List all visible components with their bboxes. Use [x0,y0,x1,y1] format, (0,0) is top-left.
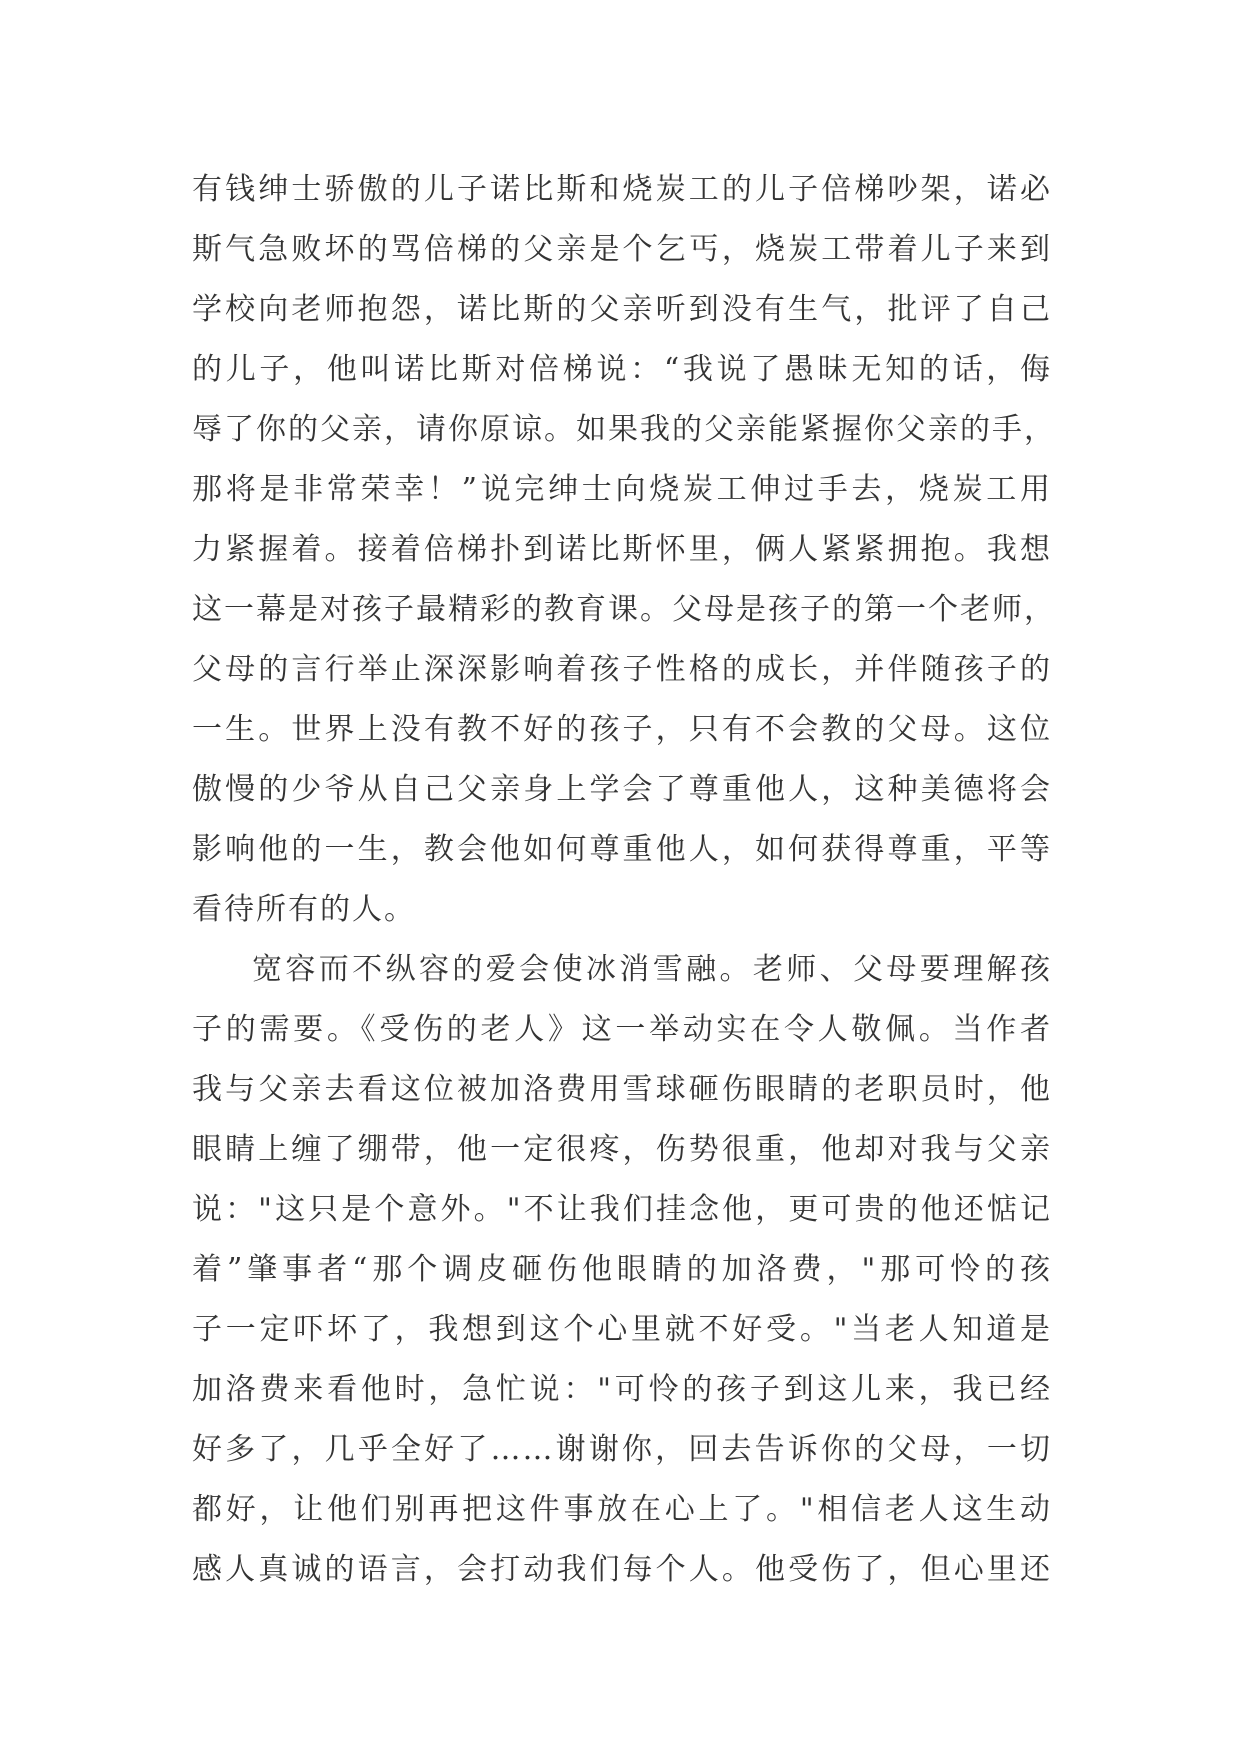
paragraph-1 [192,160,1056,940]
text-line: 加洛费来看他时，急忙说："可怜的孩子到这儿来，我已经 [192,1372,1052,1407]
text-line: 这一幕是对孩子最精彩的教育课。父母是孩子的第一个老师， [192,592,1056,627]
text-line: 辱了你的父亲，请你原谅。如果我的父亲能紧握你父亲的手， [192,412,1056,447]
text-line: 说："这只是个意外。"不让我们挂念他，更可贵的他还惦记 [192,1192,1052,1227]
text-line: 宽容而不纵容的爱会使冰消雪融。老师、父母要理解孩 [252,952,1052,987]
text-line: 子的需要。《受伤的老人》这一举动实在令人敬佩。当作者 [192,1012,1052,1047]
text-line: 父母的言行举止深深影响着孩子性格的成长，并伴随孩子的 [192,652,1052,687]
body-text [192,160,1056,1600]
text-line: 好多了，几乎全好了……谢谢你，回去告诉你的父母，一切 [192,1432,1052,1467]
text-line: 的儿子，他叫诺比斯对倍梯说：“我说了愚昧无知的话，侮 [192,352,1052,387]
text-line: 傲慢的少爷从自己父亲身上学会了尊重他人，这种美德将会 [192,772,1052,807]
text-line: 感人真诚的语言，会打动我们每个人。他受伤了，但心里还 [192,1552,1052,1587]
text-line: 学校向老师抱怨，诺比斯的父亲听到没有生气，批评了自己 [192,292,1052,327]
text-line: 力紧握着。接着倍梯扑到诺比斯怀里，俩人紧紧拥抱。我想 [192,532,1052,567]
text-line: 有钱绅士骄傲的儿子诺比斯和烧炭工的儿子倍梯吵架，诺必 [192,172,1052,207]
text-line: 我与父亲去看这位被加洛费用雪球砸伤眼睛的老职员时，他 [192,1072,1052,1107]
text-line: 着”肇事者“那个调皮砸伤他眼睛的加洛费，"那可怜的孩 [192,1252,1052,1287]
paragraph-2 [192,940,1052,1600]
text-line: 眼睛上缠了绷带，他一定很疼，伤势很重，他却对我与父亲 [192,1132,1052,1167]
text-line: 那将是非常荣幸！”说完绅士向烧炭工伸过手去，烧炭工用 [192,472,1052,507]
text-line: 一生。世界上没有教不好的孩子，只有不会教的父母。这位 [192,712,1052,747]
text-line: 子一定吓坏了，我想到这个心里就不好受。"当老人知道是 [192,1312,1052,1347]
text-line: 都好，让他们别再把这件事放在心上了。"相信老人这生动 [192,1492,1052,1527]
text-line: 看待所有的人。 [192,892,416,927]
text-line: 斯气急败坏的骂倍梯的父亲是个乞丐，烧炭工带着儿子来到 [192,232,1052,267]
text-line: 影响他的一生，教会他如何尊重他人，如何获得尊重，平等 [192,832,1052,867]
